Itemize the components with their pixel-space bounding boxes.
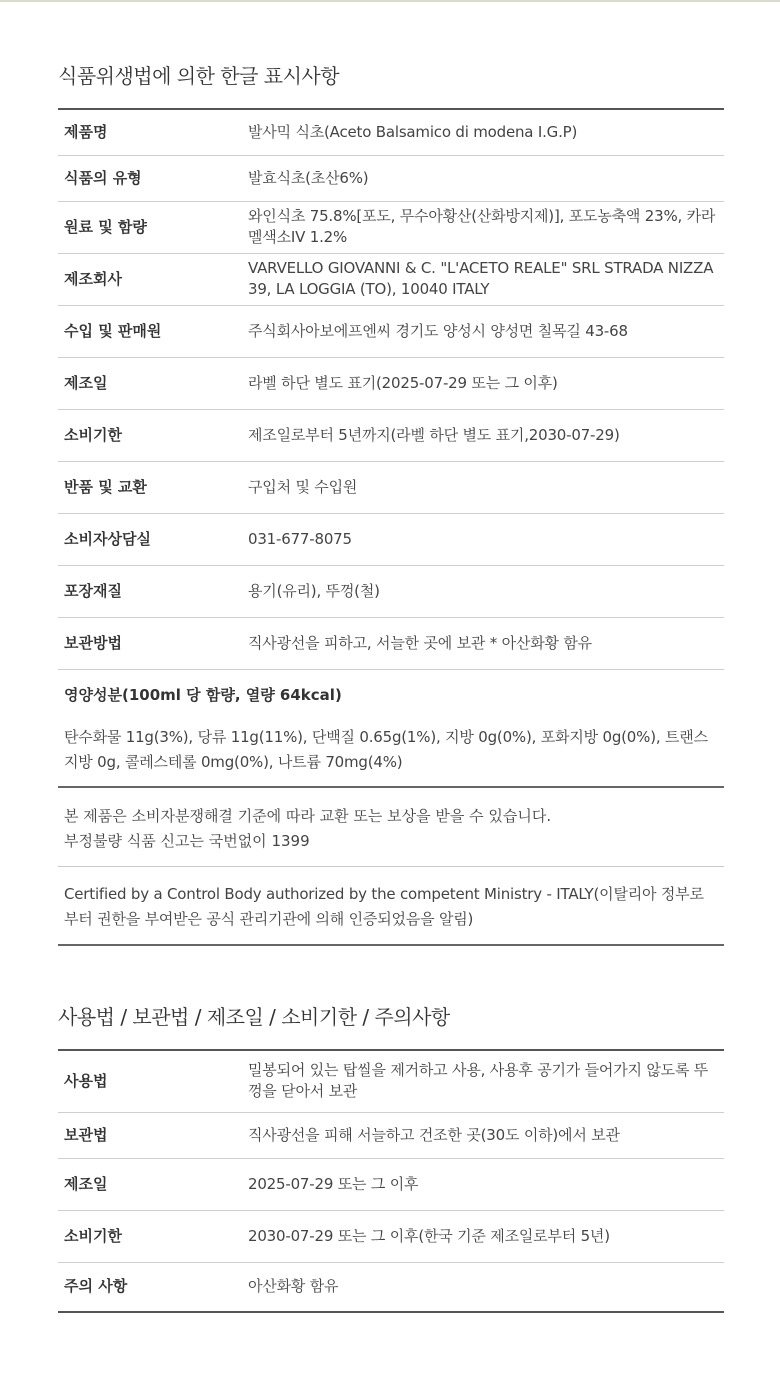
- certification-text: Certified by a Control Body authorized by the competent Ministry - ITALY(이탈리아 정부로부터 권한을 부여받은 공식 관리기관에 의해 인증되었음을 알림): [64, 885, 704, 928]
- row-label: 수입 및 판매원: [58, 305, 236, 357]
- row-value: 주식회사아보에프엔씨 경기도 양성시 양성면 칠목길 43-68: [236, 305, 724, 357]
- top-divider: [0, 0, 780, 2]
- row-label: 포장재질: [58, 565, 236, 617]
- row-value: 발효식초(초산6%): [236, 155, 724, 201]
- product-info-table: [58, 108, 724, 670]
- section-title-usage: 사용법 / 보관법 / 제조일 / 소비기한 / 주의사항: [58, 1005, 450, 1029]
- row-label: 소비기한: [58, 409, 236, 461]
- row-label: 사용법: [58, 1050, 236, 1112]
- row-value: 직사광선을 피해 서늘하고 건조한 곳(30도 이하)에서 보관: [236, 1112, 724, 1158]
- table-row: [58, 1112, 724, 1158]
- table-row: [58, 1210, 724, 1262]
- row-label: 제품명: [58, 109, 236, 155]
- row-label: 소비자상담실: [58, 513, 236, 565]
- row-value: 구입처 및 수입원: [236, 461, 724, 513]
- row-value: 용기(유리), 뚜껑(철): [236, 565, 724, 617]
- table-row: [58, 109, 724, 155]
- table-row: [58, 1158, 724, 1210]
- row-label: 보관법: [58, 1112, 236, 1158]
- row-value: 2025-07-29 또는 그 이후: [236, 1158, 724, 1210]
- row-label: 제조일: [58, 357, 236, 409]
- table-row: [58, 461, 724, 513]
- row-value: 와인식초 75.8%[포도, 무수아황산(산화방지제)], 포도농축액 23%, 카라멜색소IV 1.2%: [236, 201, 724, 253]
- row-label: 반품 및 교환: [58, 461, 236, 513]
- row-label: 제조회사: [58, 253, 236, 305]
- table-row: [58, 1262, 724, 1312]
- row-value: 발사믹 식초(Aceto Balsamico di modena I.G.P): [236, 109, 724, 155]
- row-label: 주의 사항: [58, 1262, 236, 1312]
- row-value: 라벨 하단 별도 표기(2025-07-29 또는 그 이후): [236, 357, 724, 409]
- notice-line: 부정불량 식품 신고는 국번없이 1399: [64, 832, 310, 850]
- row-label: 원료 및 함량: [58, 201, 236, 253]
- divider: [58, 786, 724, 788]
- table-row: [58, 1050, 724, 1112]
- notice-line: 본 제품은 소비자분쟁해결 기준에 따라 교환 또는 보상을 받을 수 있습니다.: [64, 807, 552, 825]
- table-row: [58, 409, 724, 461]
- nutrition-title: 영양성분(100ml 당 함량, 열량 64kcal): [64, 686, 342, 704]
- row-label: 소비기한: [58, 1210, 236, 1262]
- row-value: 아산화황 함유: [236, 1262, 724, 1312]
- row-value: VARVELLO GIOVANNI & C. "L'ACETO REALE" SRL STRADA NIZZA 39, LA LOGGIA (TO), 10040 ITALY: [236, 253, 724, 305]
- row-label: 식품의 유형: [58, 155, 236, 201]
- row-value: 제조일로부터 5년까지(라벨 하단 별도 표기,2030-07-29): [236, 409, 724, 461]
- row-label: 제조일: [58, 1158, 236, 1210]
- consumer-notice: [58, 804, 730, 854]
- table-row: [58, 155, 724, 201]
- section-title-korean-label: 식품위생법에 의한 한글 표시사항: [58, 64, 340, 88]
- table-row: [58, 513, 724, 565]
- table-row: [58, 617, 724, 669]
- table-row: [58, 565, 724, 617]
- table-row: [58, 357, 724, 409]
- table-row: [58, 253, 724, 305]
- divider: [58, 944, 724, 946]
- table-row: [58, 305, 724, 357]
- row-value: 2030-07-29 또는 그 이후(한국 기준 제조일로부터 5년): [236, 1210, 724, 1262]
- row-label: 보관방법: [58, 617, 236, 669]
- row-value: 밀봉되어 있는 탑씰을 제거하고 사용, 사용후 공기가 들어가지 않도록 뚜껑을 닫아서 보관: [236, 1050, 724, 1112]
- row-value: 직사광선을 피하고, 서늘한 곳에 보관 * 아산화황 함유: [236, 617, 724, 669]
- row-value: 031-677-8075: [236, 513, 724, 565]
- nutrition-facts: 탄수화물 11g(3%), 당류 11g(11%), 단백질 0.65g(1%), 지방 0g(0%), 포화지방 0g(0%), 트랜스지방 0g, 콜레스테롤 0mg(0%), 나트륨 70mg(4%): [64, 728, 708, 771]
- divider: [58, 866, 724, 867]
- table-row: [58, 201, 724, 253]
- usage-info-table: [58, 1049, 724, 1313]
